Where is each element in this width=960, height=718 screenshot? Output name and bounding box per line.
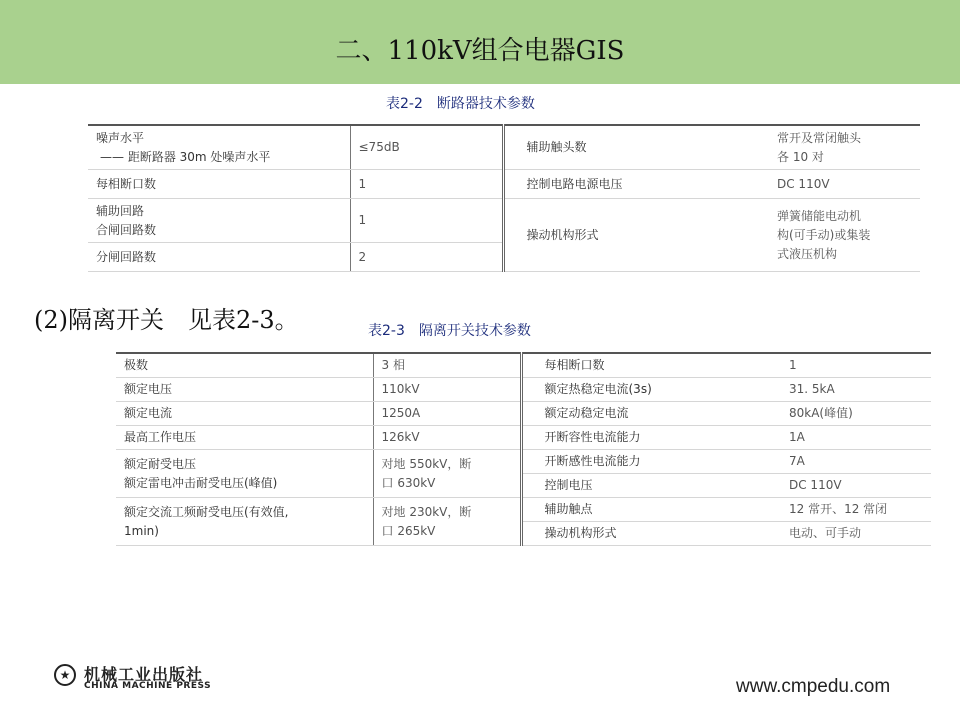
- param-value: 3 相: [373, 353, 521, 378]
- param-name: 额定热稳定电流(3s): [521, 378, 781, 402]
- param-name: 额定耐受电压 额定雷电冲击耐受电压(峰值): [116, 450, 373, 498]
- param-value: 1250A: [373, 402, 521, 426]
- star-icon: ★: [54, 664, 76, 686]
- param-name: 控制电压: [521, 474, 781, 498]
- param-value: 对地 550kV，断 口 630kV: [373, 450, 521, 498]
- param-value: 7A: [781, 450, 931, 474]
- param-name: 操动机构形式: [503, 199, 769, 272]
- param-value: 常开及常闭触头 各 10 对: [769, 125, 920, 170]
- param-name: 开断容性电流能力: [521, 426, 781, 450]
- table-row: [116, 498, 931, 522]
- publisher-name-en: CHINA MACHINE PRESS: [84, 681, 212, 691]
- param-name: 操动机构形式: [521, 522, 781, 546]
- param-name: 额定交流工频耐受电压(有效值, 1min): [116, 498, 373, 546]
- param-value: 12 常开、12 常闭: [781, 498, 931, 522]
- param-name: 额定动稳定电流: [521, 402, 781, 426]
- param-value: ≤75dB: [350, 125, 503, 170]
- table-row: [88, 125, 920, 170]
- breaker-parameters-table: [88, 124, 920, 272]
- table-row: [116, 402, 931, 426]
- param-name: 辅助触头数: [503, 125, 769, 170]
- param-name: 辅助回路 合闸回路数: [88, 199, 350, 243]
- param-name: 额定电压: [116, 378, 373, 402]
- param-name: 辅助触点: [521, 498, 781, 522]
- param-value: 弹簧储能电动机 构(可手动)或集装 式液压机构: [769, 199, 920, 272]
- table-row: [88, 170, 920, 199]
- param-name: 极数: [116, 353, 373, 378]
- param-name: 控制电路电源电压: [503, 170, 769, 199]
- param-value: 1A: [781, 426, 931, 450]
- param-value: 110kV: [373, 378, 521, 402]
- table-row: [116, 353, 931, 378]
- table-row: [88, 199, 920, 243]
- param-value: 126kV: [373, 426, 521, 450]
- param-value: 1: [781, 353, 931, 378]
- section-heading: (2)隔离开关 见表2-3。: [34, 306, 299, 334]
- website-url: www.cmpedu.com: [736, 676, 891, 697]
- param-name: 噪声水平 —— 距断路器 30m 处噪声水平: [88, 125, 350, 170]
- param-value: 2: [350, 243, 503, 272]
- table-2-3-caption: 表2-3 隔离开关技术参数: [368, 323, 531, 339]
- param-value: 1: [350, 199, 503, 243]
- param-value: 80kA(峰值): [781, 402, 931, 426]
- title-bar: [0, 0, 960, 84]
- table-row: [116, 378, 931, 402]
- publisher-logo: [54, 662, 284, 692]
- param-name: 额定电流: [116, 402, 373, 426]
- param-name: 最高工作电压: [116, 426, 373, 450]
- disconnector-parameters-table: [116, 352, 931, 546]
- table-row: [116, 450, 931, 474]
- param-name: 分闸回路数: [88, 243, 350, 272]
- param-value: 31. 5kA: [781, 378, 931, 402]
- param-name: 开断感性电流能力: [521, 450, 781, 474]
- table-row: [116, 426, 931, 450]
- param-value: 电动、可手动: [781, 522, 931, 546]
- param-value: 对地 230kV，断 口 265kV: [373, 498, 521, 546]
- param-value: 1: [350, 170, 503, 199]
- table-2-2-caption: 表2-2 断路器技术参数: [386, 96, 535, 112]
- param-name: 每相断口数: [521, 353, 781, 378]
- publisher-name-cn: 机械工业出版社: [84, 665, 204, 684]
- param-value: DC 110V: [769, 170, 920, 199]
- slide-title: 二、110kV组合电器GIS: [335, 36, 625, 66]
- param-value: DC 110V: [781, 474, 931, 498]
- param-name: 每相断口数: [88, 170, 350, 199]
